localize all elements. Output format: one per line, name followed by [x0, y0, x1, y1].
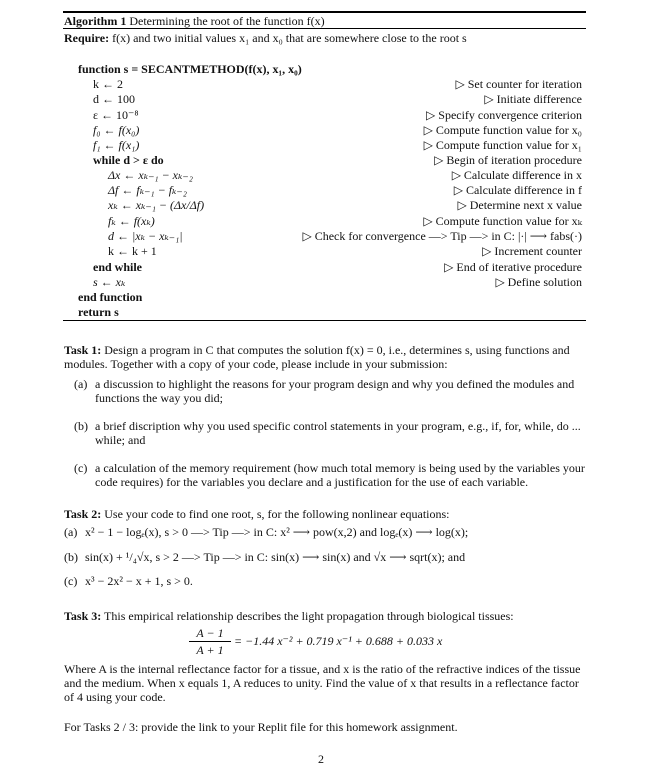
algo-code-line: Δx ← xₖ₋₁ − xₖ₋₂ — [108, 168, 193, 182]
page-number: 2 — [318, 752, 324, 766]
equation-numerator: A − 1 — [196, 626, 224, 640]
fraction-bar — [189, 641, 231, 642]
task2-item-marker: (c) — [64, 574, 78, 588]
algo-comment: ▷ Initiate difference — [484, 92, 582, 106]
algo-comment: ▷ Determine next x value — [457, 198, 582, 212]
algorithm-require — [64, 31, 467, 45]
algo-comment: ▷ Calculate difference in f — [453, 183, 582, 197]
algo-comment: ▷ Compute function value for x₁ — [423, 138, 582, 152]
task2-item-text: sin(x) + ¹/₄√x, s > 2 —> Tip —> in C: sin(x) ⟶ sin(x) and √x ⟶ sqrt(x); and — [85, 550, 466, 564]
task2-item-marker: (a) — [64, 525, 78, 539]
task1-item-text: a calculation of the memory requirement (how much total memory is being used by the variables your code requires) for the variables you declare and a justification for the use of each variable. — [95, 461, 585, 489]
algo-comment: ▷ Specify convergence criterion — [426, 108, 582, 122]
algo-comment: ▷ End of iterative procedure — [444, 260, 582, 274]
task1-item-marker: (c) — [74, 461, 88, 475]
algo-comment: ▷ Check for convergence —> Tip —> in C: |·| ⟶ fabs(·) — [302, 229, 582, 243]
algo-code-line: d ← |xₖ − xₖ₋₁| — [108, 229, 183, 243]
algo-code-line: k ← 2 — [93, 77, 123, 91]
algo-code-line: function s = SECANTMETHOD(f(x), x₁, x₀) — [78, 62, 302, 76]
task1-intro-text: Design a program in C that computes the solution f(x) = 0, i.e., determines s, using functions and modules. Together with a copy of your code, please include in your submission: — [64, 343, 570, 371]
task1-item-text: a brief discription why you used specific control statements in your program, e.g., if, for, while, do ... while; and — [95, 419, 581, 447]
algo-code-line: return s — [78, 305, 119, 319]
algo-comment: ▷ Define solution — [495, 275, 582, 289]
task2-intro — [64, 507, 450, 521]
algo-comment: ▷ Compute function value for xₖ — [423, 214, 582, 228]
algo-code-line: d ← 100 — [93, 92, 135, 106]
task1-label: Task 1: — [64, 343, 102, 357]
algo-code-line: fₖ ← f(xₖ) — [108, 214, 155, 228]
algo-code-line: f₀ ← f(x₀) — [93, 123, 140, 137]
task3-intro-text: This empirical relationship describes the light propagation through biological tissues: — [104, 609, 514, 623]
task2-item-text: x² − 1 − logₑ(x), s > 0 —> Tip —> in C: x² ⟶ pow(x,2) and logₑ(x) ⟶ log(x); — [85, 525, 469, 539]
algo-code-line: while d > ε do — [93, 153, 164, 167]
algo-comment: ▷ Compute function value for x₀ — [423, 123, 582, 137]
algorithm-header-rule — [63, 28, 586, 29]
algorithm-header — [64, 14, 325, 28]
algorithm-title: Determining the root of the function f(x) — [129, 14, 325, 28]
algo-comment: ▷ Set counter for iteration — [455, 77, 582, 91]
task3-label: Task 3: — [64, 609, 102, 623]
algo-code-line: end function — [78, 290, 143, 304]
equation-rhs: = −1.44 x⁻² + 0.719 x⁻¹ + 0.688 + 0.033 x — [234, 634, 443, 648]
require-text: f(x) and two initial values x₁ and x₀ that are somewhere close to the root s — [112, 31, 467, 45]
task3-paragraph: Where A is the internal reflectance factor for a tissue, and x is the ratio of the refractive indices of the tissue and the medium. When x equals 1, A reduces to unity. Find the value of x that results in a reflectance factor of 4 using your code. — [64, 662, 581, 704]
algo-code-line: k ← k + 1 — [108, 244, 157, 258]
algorithm-label: Algorithm 1 — [64, 14, 127, 28]
equation-denominator: A + 1 — [196, 643, 224, 657]
algorithm-top-rule — [63, 11, 586, 13]
task2-item-text: x³ − 2x² − x + 1, s > 0. — [85, 574, 193, 588]
task3-intro — [64, 609, 514, 623]
algo-comment: ▷ Calculate difference in x — [451, 168, 582, 182]
algo-code-line: xₖ ← xₖ₋₁ − (Δx/Δf) — [108, 198, 205, 212]
algo-comment: ▷ Begin of iteration procedure — [434, 153, 582, 167]
require-label: Require: — [64, 31, 110, 45]
task2-intro-text: Use your code to find one root, s, for the following nonlinear equations: — [104, 507, 450, 521]
algo-code-line: s ← xₖ — [93, 275, 126, 289]
task2-item-marker: (b) — [64, 550, 78, 564]
algo-comment: ▷ Increment counter — [482, 244, 582, 258]
algo-code-line: Δf ← fₖ₋₁ − fₖ₋₂ — [108, 183, 187, 197]
task2-label: Task 2: — [64, 507, 102, 521]
task1-intro — [64, 343, 586, 371]
algo-code-line: f₁ ← f(x₁) — [93, 138, 140, 152]
task1-item-marker: (b) — [74, 419, 88, 433]
task3-footer: For Tasks 2 / 3: provide the link to your Replit file for this homework assignment. — [64, 720, 458, 734]
task1-item-marker: (a) — [74, 377, 88, 391]
algo-code-line: end while — [93, 260, 143, 274]
task1-item-text: a discussion to highlight the reasons for your program design and why you defined the modules and functions the way you did; — [95, 377, 575, 405]
algo-code-line: ε ← 10⁻⁸ — [93, 108, 139, 122]
algorithm-bottom-rule — [63, 320, 586, 321]
